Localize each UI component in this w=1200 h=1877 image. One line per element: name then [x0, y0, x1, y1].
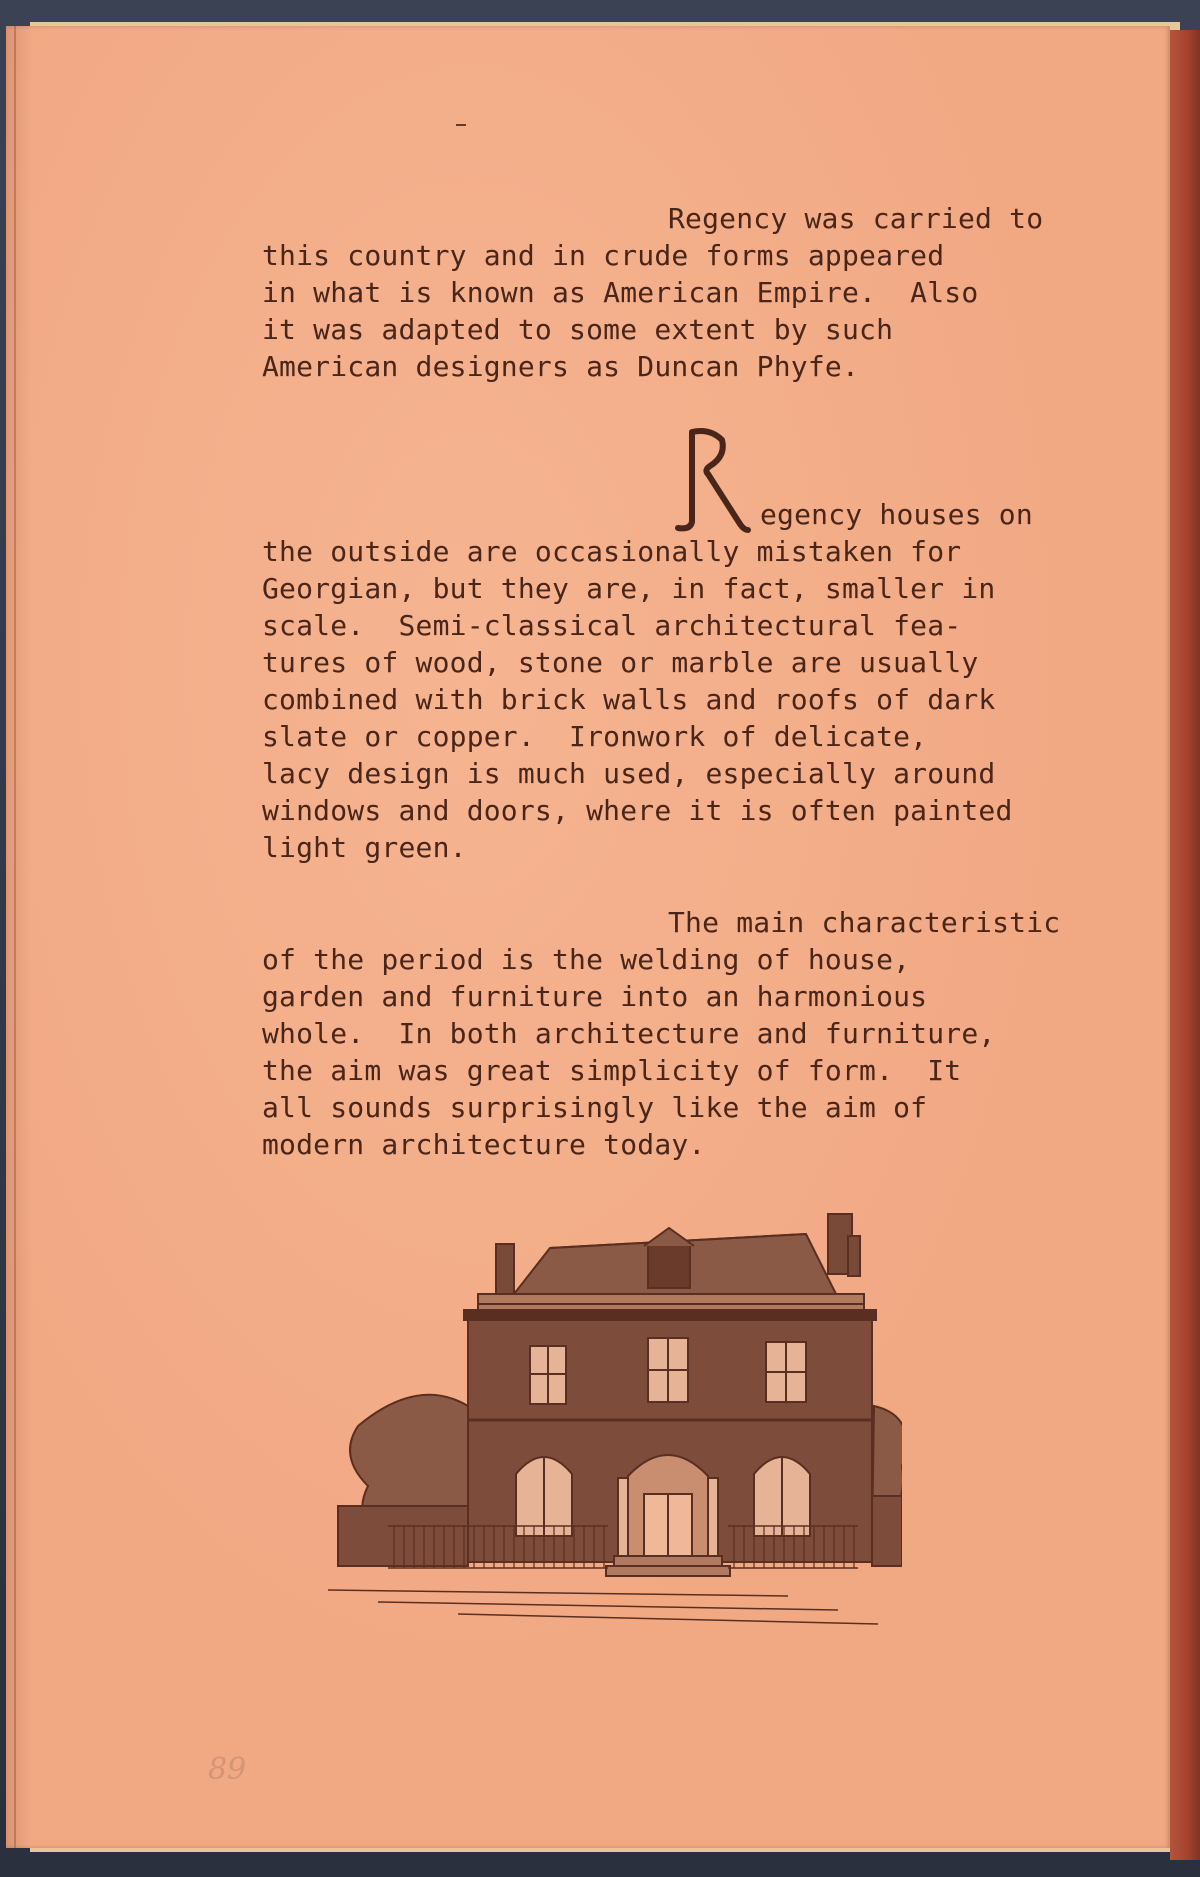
text-line: garden and furniture into an harmonious: [262, 980, 928, 1013]
regency-house-drawing-icon: [318, 1206, 902, 1636]
pencil-page-note: 89: [208, 1752, 247, 1787]
text-line: all sounds surprisingly like the aim of: [262, 1091, 928, 1124]
text-line: this country and in crude forms appeared: [262, 239, 945, 272]
text-line: the outside are occasionally mistaken for: [262, 535, 962, 568]
text-line: windows and doors, where it is often painted: [262, 794, 1013, 827]
book-cover-edge: [1170, 30, 1200, 1860]
paragraph-3: [262, 904, 1122, 1163]
text-line: American designers as Duncan Phyfe.: [262, 350, 860, 383]
text-line: tures of wood, stone or marble are usually: [262, 646, 979, 679]
text-line: Regency was carried to: [668, 202, 1044, 235]
text-line: whole. In both architecture and furniture,: [262, 1017, 996, 1050]
text-line: of the period is the welding of house,: [262, 943, 911, 976]
text-line: modern architecture today.: [262, 1128, 706, 1161]
paragraph-1: [262, 200, 1122, 385]
text-line: Georgian, but they are, in fact, smaller in: [262, 572, 996, 605]
text-line: slate or copper. Ironwork of delicate,: [262, 720, 928, 753]
page-gutter: [14, 26, 16, 1848]
text-line: light green.: [262, 831, 467, 864]
stray-mark: [456, 124, 466, 126]
text-line: in what is known as American Empire. Also: [262, 276, 979, 309]
text-line: scale. Semi-classical architectural fea-: [262, 609, 962, 642]
text-line: the aim was great simplicity of form. It: [262, 1054, 962, 1087]
text-line: lacy design is much used, especially around: [262, 757, 996, 790]
text-line: combined with brick walls and roofs of dark: [262, 683, 996, 716]
paragraph-2: [262, 496, 1122, 866]
text-line: it was adapted to some extent by such: [262, 313, 894, 346]
text-line: The main characteristic: [668, 906, 1061, 939]
text-line: egency houses on: [760, 498, 1033, 531]
